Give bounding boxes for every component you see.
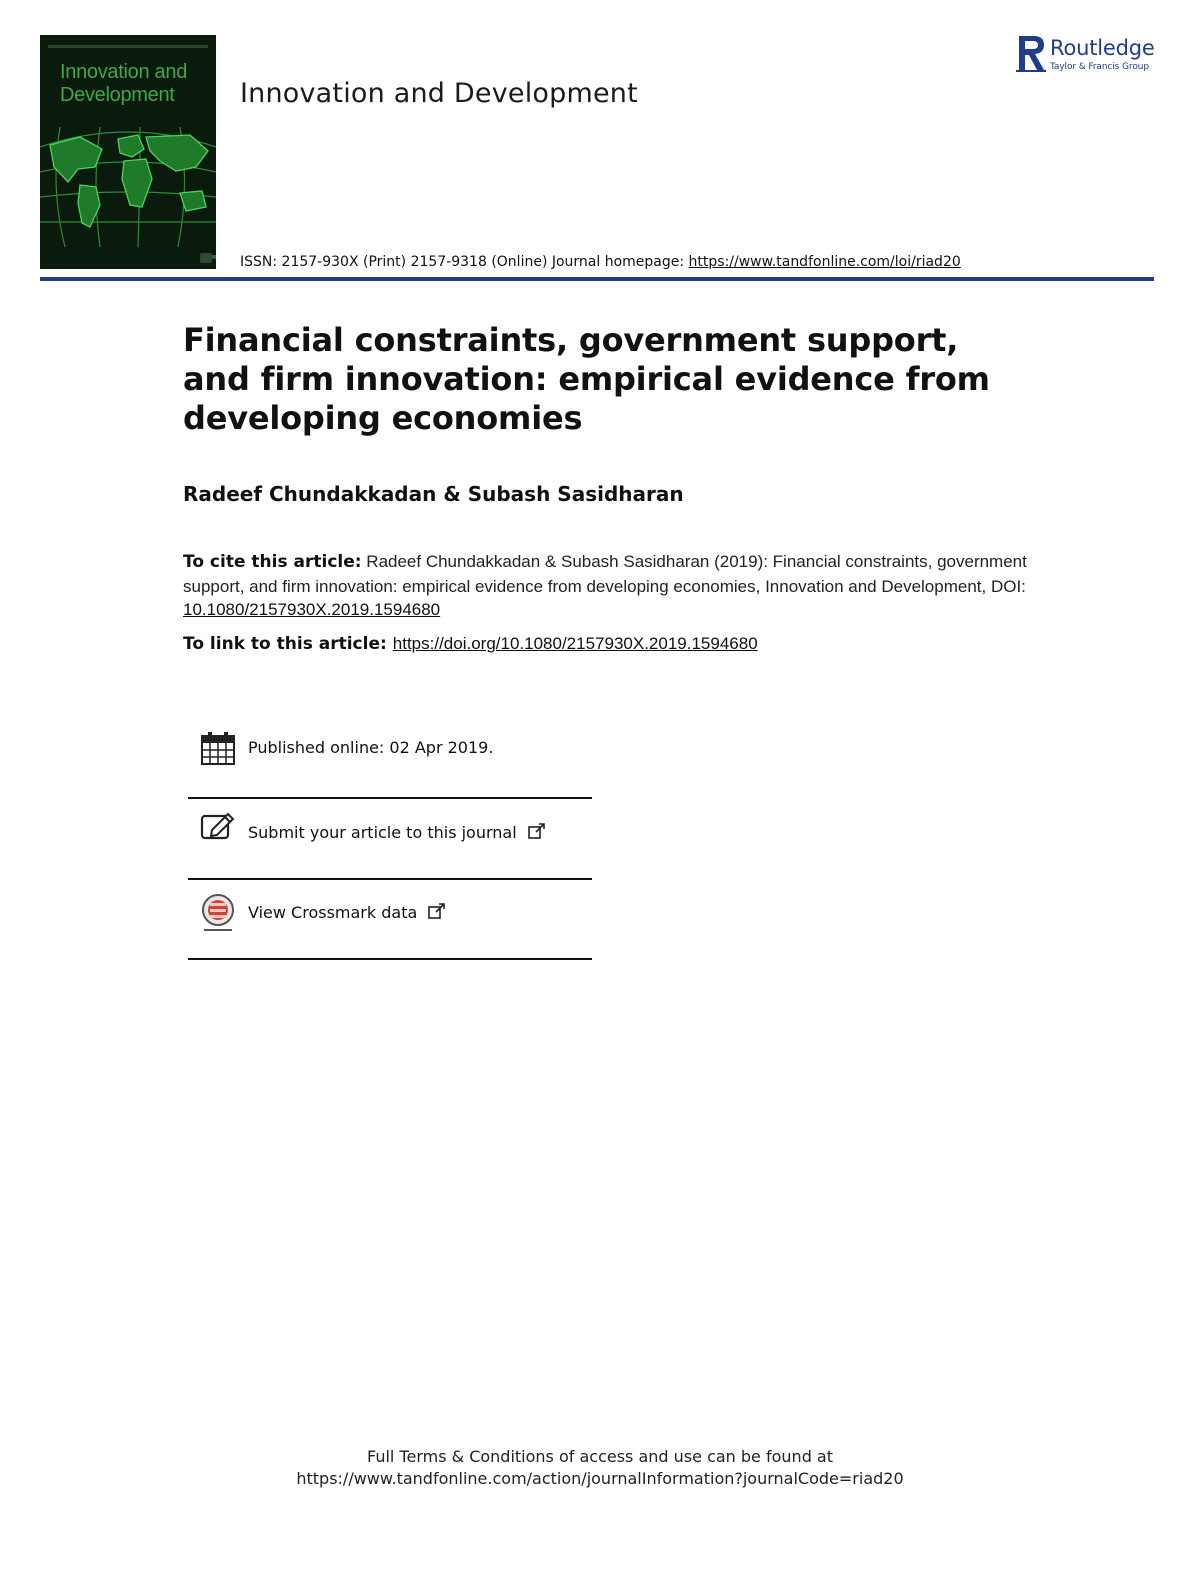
edit-pencil-icon	[200, 810, 236, 842]
issn-text: ISSN: 2157-930X (Print) 2157-9318 (Online) Journal homepage:	[240, 254, 689, 270]
journal-homepage-link[interactable]: https://www.tandfonline.com/loi/riad20	[688, 254, 961, 270]
info-divider-2	[188, 878, 592, 880]
article-link-label: To link to this article:	[183, 634, 387, 654]
routledge-r-icon	[1016, 34, 1046, 74]
cover-publisher-name	[212, 255, 216, 259]
issn-line	[240, 254, 961, 270]
world-map-graphic	[40, 127, 216, 247]
publisher-subtitle: Taylor & Francis Group	[1050, 62, 1149, 72]
crossmark-link[interactable]: View Crossmark data	[248, 903, 418, 922]
cover-header-strip	[48, 45, 208, 48]
external-link-icon	[428, 903, 446, 919]
article-doi-url[interactable]: https://doi.org/10.1080/2157930X.2019.1594680	[392, 634, 758, 653]
crossmark-icon	[200, 893, 236, 933]
publisher-name: Routledge	[1050, 36, 1155, 60]
header-divider	[40, 277, 1154, 281]
footer-terms-url[interactable]: https://www.tandfonline.com/action/journalInformation?journalCode=riad20	[296, 1469, 904, 1488]
journal-title[interactable]: Innovation and Development	[240, 78, 638, 109]
footer-line-1: Full Terms & Conditions of access and use can be found at	[366, 1447, 834, 1466]
published-online-row	[188, 722, 592, 802]
citation-block	[183, 550, 1043, 622]
published-online-text: Published online: 02 Apr 2019.	[248, 738, 494, 757]
publisher-logo[interactable]	[1016, 34, 1166, 76]
article-authors: Radeef Chundakkadan & Subash Sasidharan	[183, 482, 684, 506]
submit-article-link[interactable]: Submit your article to this journal	[248, 823, 517, 842]
cover-publisher-logo	[200, 253, 212, 263]
cover-title: Innovation and Development	[60, 61, 188, 106]
citation-label: To cite this article:	[183, 552, 362, 572]
crossmark-row[interactable]	[188, 881, 592, 961]
citation-text: Radeef Chundakkadan & Subash Sasidharan (2019): Financial constraints, government support, and firm innovation: empirical evidence from developing economies, Innovation and Development, DOI:	[183, 552, 1027, 596]
info-divider-3	[188, 958, 592, 960]
external-link-icon	[528, 823, 546, 839]
footer-terms	[0, 1446, 1200, 1490]
info-divider-1	[188, 797, 592, 799]
journal-cover-image	[40, 35, 216, 269]
submit-article-row[interactable]	[188, 800, 592, 880]
citation-doi-link[interactable]: 10.1080/2157930X.2019.1594680	[183, 600, 441, 619]
calendar-icon	[200, 730, 236, 766]
article-link-line	[183, 634, 758, 654]
article-title: Financial constraints, government support, and firm innovation: empirical evidence from developing economies	[183, 321, 990, 437]
